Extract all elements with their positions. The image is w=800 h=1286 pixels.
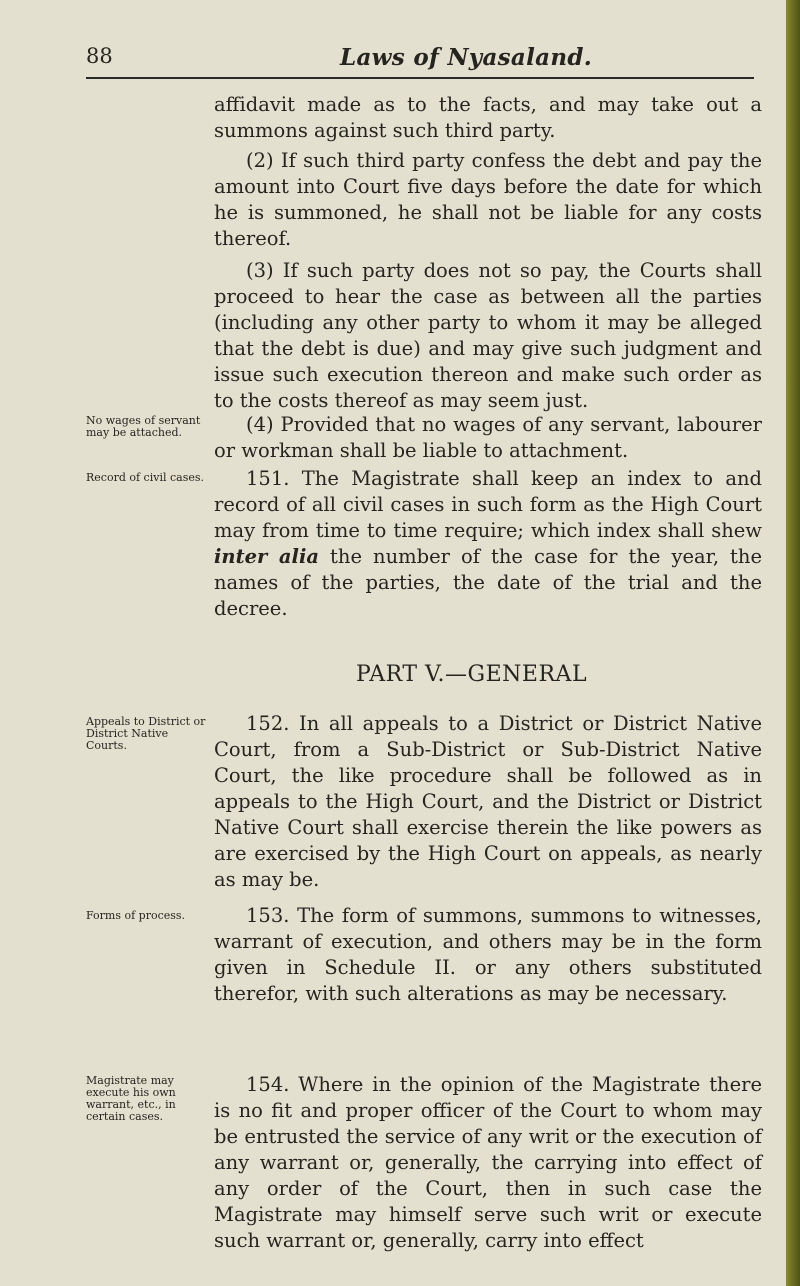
page-number: 88 — [86, 44, 113, 68]
section-151-text-a: 151. The Magistrate shall keep an index to and record of all civil cases in such form as the High Court may from time to time require; which index shall shew — [214, 467, 762, 542]
margin-note-record: Record of civil cases. — [86, 471, 205, 484]
paragraph-2: (2) If such third party confess the debt and pay the amount into Court five days before the date for which he is summoned, he shall not be liable for any costs thereof. — [214, 149, 762, 250]
section-153: 153. The form of summons, summons to witnesses, warrant of execution, and others may be in the form given in Schedule II. or any others substituted therefor, with such alterations as may be necessary. — [214, 904, 762, 1005]
text-block-151 — [214, 466, 762, 622]
header-rule — [86, 77, 754, 79]
text-block-154 — [214, 1072, 762, 1254]
margin-note-appeals: Appeals to District or District Native Courts. — [86, 715, 206, 752]
margin-note-magistrate: Magistrate may execute his own warrant, etc., in certain cases. — [86, 1074, 176, 1123]
text-block-153 — [214, 903, 762, 1007]
text-block-top — [214, 92, 762, 414]
section-152: 152. In all appeals to a District or District Native Court, from a Sub-District or Sub-District Native Court, the like procedure shall be followed as in appeals to the High Court, and the District or District Native Court shall exercise therein the like powers as are exercised by the High Court on appeals, as nearly as may be. — [214, 712, 762, 891]
page-edge — [786, 0, 800, 1286]
paragraph-4: (4) Provided that no wages of any servant, labourer or workman shall be liable to attachment. — [214, 413, 762, 462]
running-title: Laws of Nyasaland. — [340, 44, 593, 71]
section-151-text-b: the number of the case for the year, the names of the parties, the date of the trial and the decree. — [214, 545, 762, 620]
part-heading: PART V.—GENERAL — [356, 662, 588, 687]
section-154: 154. Where in the opinion of the Magistrate there is no fit and proper officer of the Court to whom may be entrusted the service of any writ or the execution of any warrant or, generally, the carrying into effect of any order of the Court, then in such case the Magistrate may himself serve such writ or execute such warrant or, generally, carry into effect — [214, 1073, 762, 1252]
paragraph-affidavit: affidavit made as to the facts, and may take out a summons against such third party. — [214, 93, 762, 142]
paragraph-3: (3) If such party does not so pay, the Courts shall proceed to hear the case as between all the parties (including any other party to whom it may be alleged that the debt is due) and may give such judgment and issue such execution thereon and make such order as to the costs thereof as may seem just. — [214, 259, 762, 412]
margin-note-forms: Forms of process. — [86, 909, 186, 922]
section-151 — [214, 466, 762, 622]
section-151-italic: inter alia — [214, 545, 319, 568]
margin-note-wages: No wages of servant may be attached. — [86, 414, 201, 439]
text-block-152 — [214, 711, 762, 893]
text-block-proviso — [214, 412, 762, 464]
